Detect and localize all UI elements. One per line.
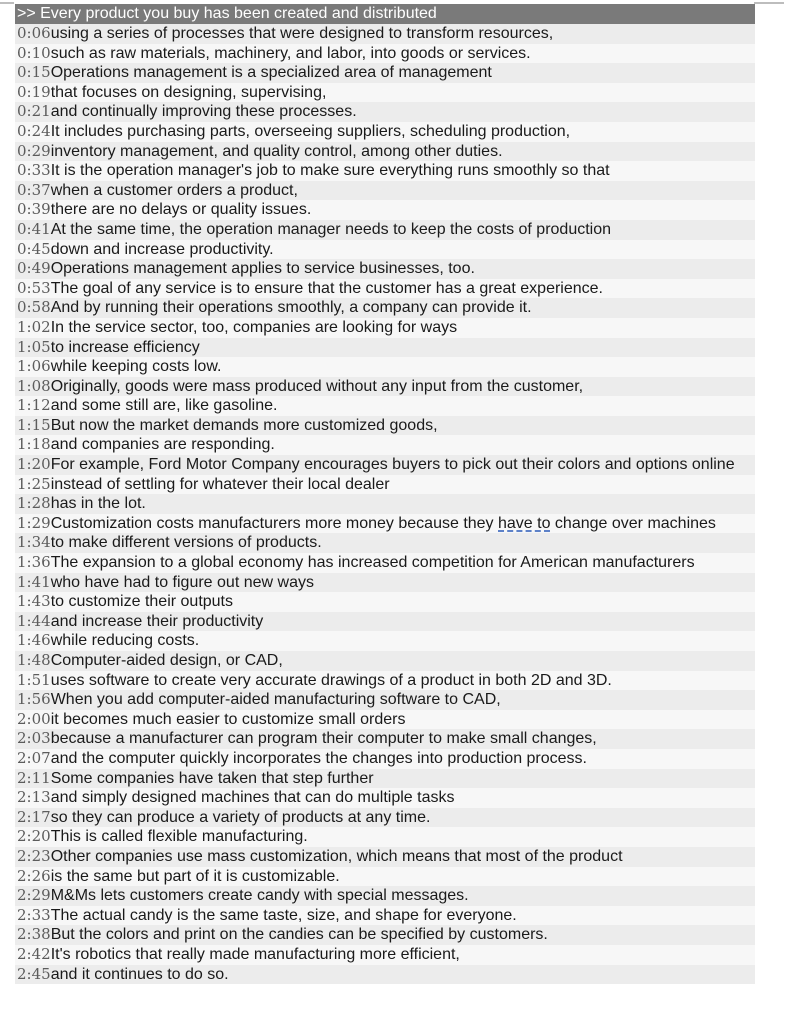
transcript-line[interactable] (15, 749, 755, 769)
timestamp[interactable]: 0:37 (17, 180, 51, 199)
transcript-line[interactable] (15, 181, 755, 201)
transcript-header-line: >> Every product you buy has been created and distributed (15, 4, 755, 24)
timestamp[interactable]: 1:12 (17, 396, 51, 415)
timestamp[interactable]: 2:00 (17, 709, 51, 728)
transcript-line[interactable] (15, 710, 755, 730)
transcript-line[interactable] (15, 925, 755, 945)
caption-text: When you add computer-aided manufacturing software to CAD, (50, 691, 501, 709)
transcript-line[interactable] (15, 965, 755, 985)
caption-text: such as raw materials, machinery, and labor, into goods or services. (50, 44, 531, 62)
transcript-line[interactable] (15, 122, 755, 142)
top-border-left (0, 2, 14, 4)
transcript-line[interactable] (15, 44, 755, 64)
caption-text: But the colors and print on the candies can be specified by customers. (50, 926, 548, 944)
caption-text: The expansion to a global economy has increased competition for American manufacturers (50, 554, 695, 572)
transcript-line[interactable] (15, 886, 755, 906)
transcript-line[interactable] (15, 435, 755, 455)
caption-text: And by running their operations smoothly, a company can provide it. (50, 299, 532, 317)
caption-text: to make different versions of products. (50, 534, 322, 552)
caption-text: It is the operation manager's job to make sure everything runs smoothly so that (50, 162, 610, 180)
timestamp[interactable]: 1:02 (17, 317, 51, 336)
top-border-right (754, 2, 784, 4)
caption-text: Operations management applies to service businesses, too. (50, 260, 475, 278)
transcript-line[interactable] (15, 279, 755, 299)
transcript-line[interactable] (15, 729, 755, 749)
caption-text: there are no delays or quality issues. (50, 201, 312, 219)
caption-text: For example, Ford Motor Company encourages buyers to pick out their colors and options online (50, 456, 735, 474)
timestamp[interactable]: 1:25 (17, 474, 51, 493)
transcript-line[interactable] (15, 945, 755, 965)
caption-text: and the computer quickly incorporates the changes into production process. (50, 749, 587, 767)
transcript-line[interactable] (15, 553, 755, 573)
caption-text: Operations management is a specialized area of management (50, 64, 492, 82)
timestamp[interactable]: 1:46 (17, 631, 51, 650)
timestamp[interactable]: 0:53 (17, 278, 51, 297)
timestamp[interactable]: 1:08 (17, 376, 51, 395)
transcript-line[interactable] (15, 533, 755, 553)
caption-text: and it continues to do so. (50, 965, 229, 983)
caption-text: because a manufacturer can program their computer to make small changes, (50, 730, 597, 748)
timestamp[interactable]: 2:13 (17, 788, 51, 807)
caption-text: it becomes much easier to customize small orders (50, 710, 406, 728)
timestamp[interactable]: 1:43 (17, 592, 51, 611)
timestamp[interactable]: 2:17 (17, 807, 51, 826)
timestamp[interactable]: 0:39 (17, 200, 51, 219)
transcript-lines (15, 24, 755, 984)
transcript-line[interactable] (15, 651, 755, 671)
timestamp[interactable]: 0:21 (17, 102, 51, 121)
caption-text: and companies are responding. (50, 436, 275, 454)
transcript-line[interactable] (15, 455, 755, 475)
transcript-line[interactable] (15, 494, 755, 514)
timestamp[interactable]: 0:45 (17, 239, 51, 258)
caption-text: to customize their outputs (50, 593, 233, 611)
timestamp[interactable]: 1:18 (17, 435, 51, 454)
transcript-line[interactable] (15, 298, 755, 318)
caption-text: and continually improving these processes. (50, 103, 357, 121)
transcript-line[interactable] (15, 102, 755, 122)
caption-text: change over machines (550, 514, 716, 532)
caption-text: and some still are, like gasoline. (50, 397, 278, 415)
transcript-line[interactable] (15, 142, 755, 162)
timestamp[interactable]: 2:38 (17, 925, 51, 944)
caption-text: who have had to figure out new ways (50, 573, 314, 591)
timestamp[interactable]: 1:05 (17, 337, 51, 356)
caption-text: uses software to create very accurate drawings of a product in both 2D and 3D. (50, 671, 612, 689)
timestamp[interactable]: 0:06 (17, 24, 51, 42)
timestamp[interactable]: 1:20 (17, 455, 51, 474)
timestamp[interactable]: 0:19 (17, 82, 51, 101)
caption-text: At the same time, the operation manager needs to keep the costs of production (50, 220, 612, 238)
timestamp[interactable]: 0:24 (17, 121, 51, 140)
timestamp[interactable]: 1:34 (17, 533, 51, 552)
timestamp[interactable]: 2:26 (17, 866, 51, 885)
caption-text: down and increase productivity. (50, 240, 274, 258)
transcript-line[interactable] (15, 220, 755, 240)
caption-text: instead of settling for whatever their local dealer (50, 475, 390, 493)
caption-text: The actual candy is the same taste, size, and shape for everyone. (50, 906, 517, 924)
timestamp[interactable]: 2:33 (17, 905, 51, 924)
caption-text: Some companies have taken that step further (50, 769, 374, 787)
transcript-line[interactable] (15, 357, 755, 377)
caption-text: Computer-aided design, or CAD, (50, 652, 283, 669)
caption-text: has in the lot. (50, 495, 146, 513)
caption-text: Customization costs manufacturers more money because they (50, 514, 498, 532)
transcript-line[interactable] (15, 396, 755, 416)
caption-text: In the service sector, too, companies are looking for ways (50, 318, 458, 336)
timestamp[interactable]: 2:07 (17, 748, 51, 767)
caption-text: to increase efficiency (50, 338, 200, 356)
timestamp[interactable]: 2:23 (17, 846, 51, 865)
transcript-line[interactable] (15, 592, 755, 612)
transcript-line[interactable] (15, 240, 755, 260)
transcript-line[interactable] (15, 377, 755, 397)
transcript-line[interactable] (15, 318, 755, 338)
caption-text: that focuses on designing, supervising, (50, 83, 327, 101)
transcript-line[interactable] (15, 827, 755, 847)
transcript-line[interactable] (15, 514, 755, 534)
timestamp[interactable]: 1:29 (17, 513, 51, 532)
timestamp[interactable]: 1:48 (17, 651, 51, 669)
caption-text: while reducing costs. (50, 632, 200, 650)
caption-text: But now the market demands more customized goods, (50, 416, 438, 434)
timestamp[interactable]: 0:33 (17, 161, 51, 180)
timestamp[interactable]: 1:44 (17, 611, 51, 630)
caption-text: is the same but part of it is customizable. (50, 867, 340, 885)
caption-text: inventory management, and quality control, among other duties. (50, 142, 503, 160)
spellcheck-underlined-text[interactable]: have to (498, 514, 551, 532)
transcript-line[interactable] (15, 338, 755, 358)
caption-text: and simply designed machines that can do multiple tasks (50, 789, 455, 807)
transcript-line[interactable] (15, 200, 755, 220)
timestamp[interactable]: 0:15 (17, 63, 51, 82)
caption-text: The goal of any service is to ensure that the customer has a great experience. (50, 279, 603, 297)
timestamp[interactable]: 0:49 (17, 259, 51, 278)
caption-text: when a customer orders a product, (50, 181, 298, 199)
timestamp[interactable]: 2:45 (17, 964, 51, 983)
timestamp[interactable]: 1:51 (17, 670, 51, 689)
transcript-panel (15, 4, 755, 984)
transcript-line[interactable] (15, 690, 755, 710)
timestamp[interactable]: 1:28 (17, 494, 51, 513)
transcript-line[interactable] (15, 867, 755, 887)
transcript-line[interactable] (15, 788, 755, 808)
timestamp[interactable]: 2:20 (17, 827, 51, 846)
timestamp[interactable]: 1:56 (17, 690, 51, 709)
timestamp[interactable]: 1:41 (17, 572, 51, 591)
transcript-line[interactable] (15, 769, 755, 789)
caption-text: and increase their productivity (50, 612, 264, 630)
transcript-line[interactable] (15, 808, 755, 828)
caption-text: This is called flexible manufacturing. (50, 828, 308, 846)
timestamp[interactable]: 0:10 (17, 43, 51, 62)
timestamp[interactable]: 2:11 (17, 768, 51, 787)
transcript-line[interactable] (15, 416, 755, 436)
transcript-line[interactable] (15, 475, 755, 495)
caption-text: It's robotics that really made manufacturing more efficient, (50, 945, 460, 963)
caption-text: while keeping costs low. (50, 358, 222, 376)
transcript-line[interactable] (15, 83, 755, 103)
transcript-line[interactable] (15, 847, 755, 867)
transcript-line[interactable] (15, 161, 755, 181)
timestamp[interactable]: 2:03 (17, 729, 51, 748)
timestamp[interactable]: 1:15 (17, 415, 51, 434)
timestamp[interactable]: 0:58 (17, 298, 51, 317)
timestamp[interactable]: 0:29 (17, 141, 51, 160)
caption-text: so they can produce a variety of products at any time. (50, 808, 431, 826)
transcript-line[interactable] (15, 259, 755, 279)
caption-text: Other companies use mass customization, which means that most of the product (50, 847, 623, 865)
transcript-line[interactable] (15, 906, 755, 926)
timestamp[interactable]: 2:29 (17, 886, 51, 905)
timestamp[interactable]: 1:06 (17, 357, 51, 376)
transcript-line[interactable] (15, 631, 755, 651)
transcript-line[interactable] (15, 63, 755, 83)
caption-text: M&Ms lets customers create candy with special messages. (50, 887, 469, 905)
caption-text: using a series of processes that were designed to transform resources, (50, 25, 554, 42)
transcript-line[interactable] (15, 671, 755, 691)
transcript-line[interactable] (15, 24, 755, 44)
timestamp[interactable]: 2:42 (17, 944, 51, 963)
caption-text: Originally, goods were mass produced without any input from the customer, (50, 377, 584, 395)
caption-text: It includes purchasing parts, overseeing suppliers, scheduling production, (50, 122, 571, 140)
timestamp[interactable]: 0:41 (17, 219, 51, 238)
transcript-line[interactable] (15, 573, 755, 593)
timestamp[interactable]: 1:36 (17, 553, 51, 572)
transcript-line[interactable] (15, 612, 755, 632)
